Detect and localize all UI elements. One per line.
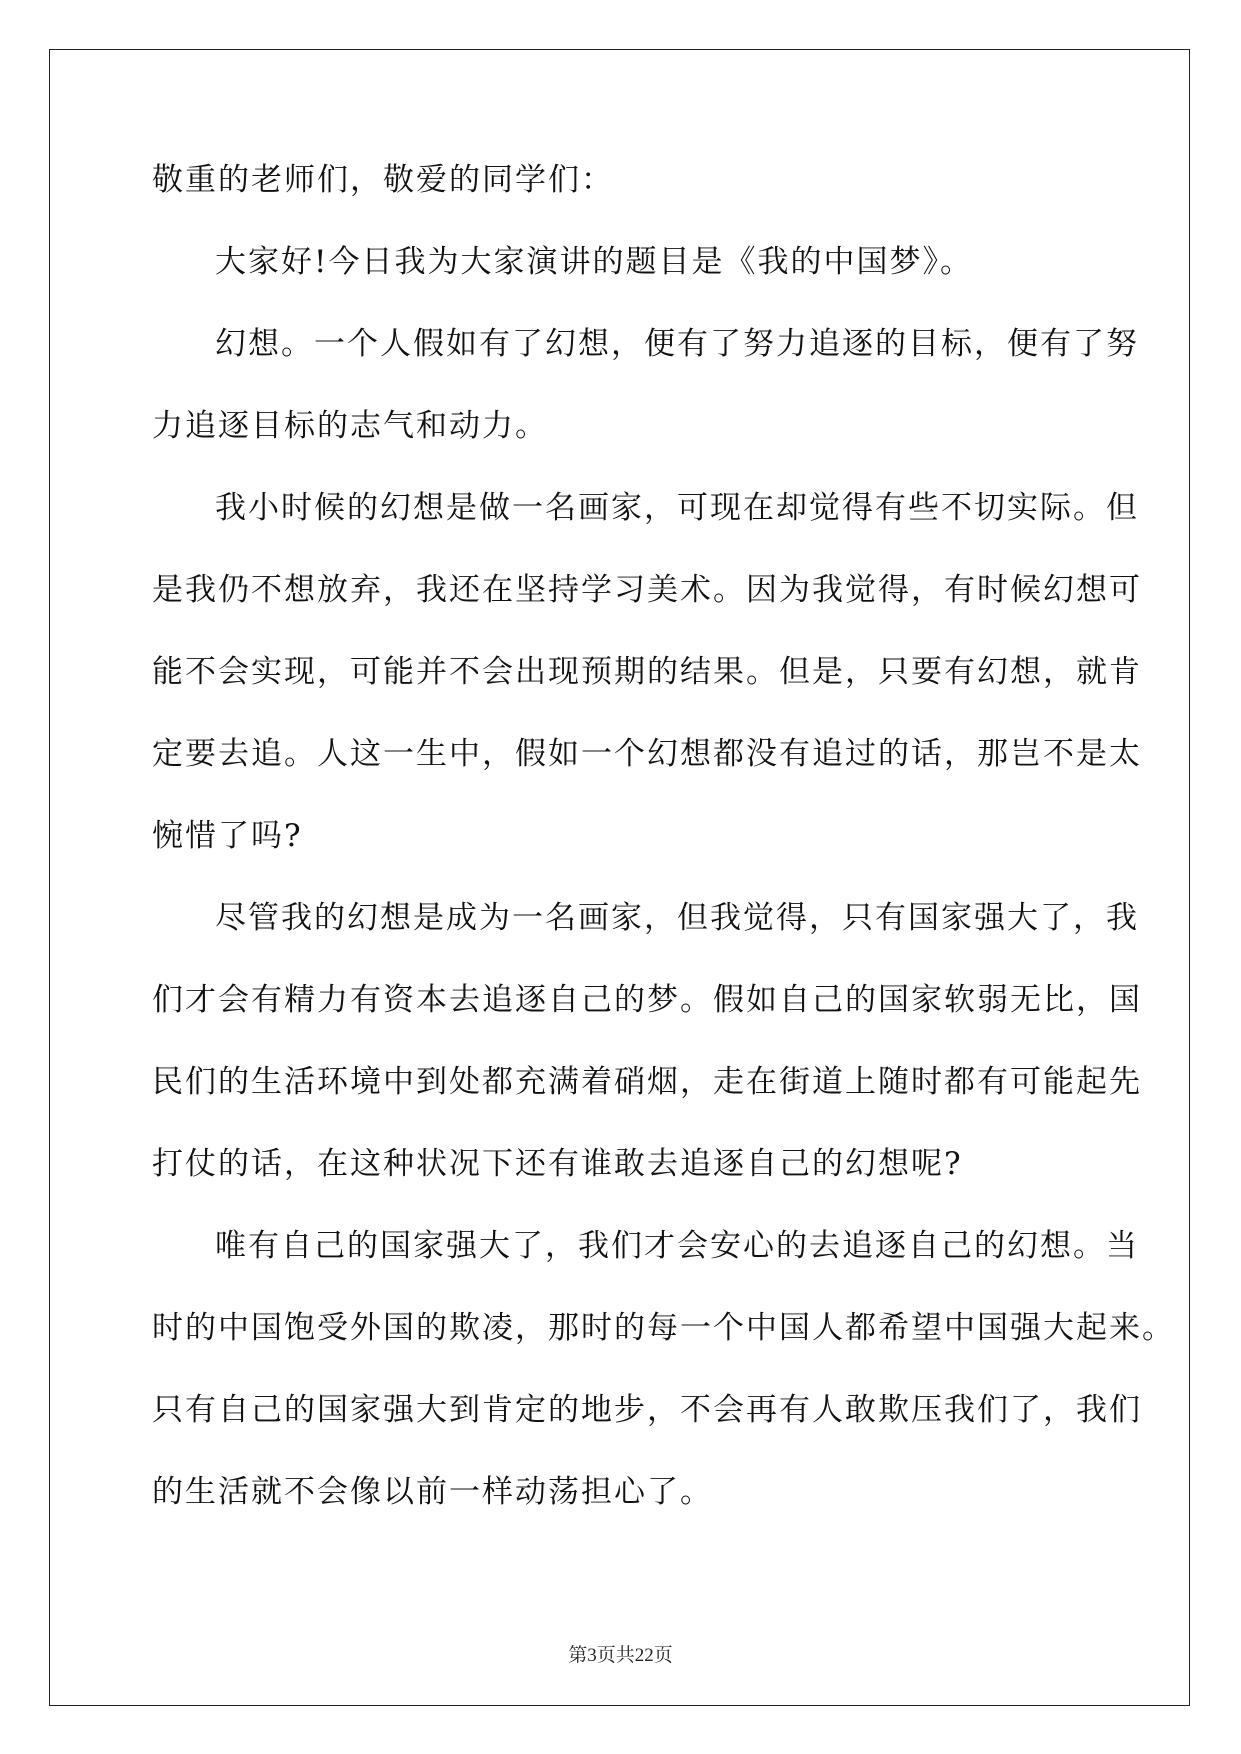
page-number: 第3页 — [568, 1645, 616, 1666]
page-total: 共22页 — [615, 1645, 673, 1666]
text-line: 唯有自己的国家强大了，我们才会安心的去追逐自己的幻想。当 — [215, 1228, 1139, 1264]
text-line: 定要去追。人这一生中，假如一个幻想都没有追过的话，那岂不是太 — [152, 736, 1142, 772]
text-line: 力追逐目标的志气和动力。 — [152, 408, 548, 444]
text-line: 只有自己的国家强大到肯定的地步，不会再有人敢欺压我们了，我们 — [152, 1392, 1142, 1428]
text-line: 大家好!今日我为大家演讲的题目是《我的中国梦》。 — [215, 244, 973, 280]
text-line: 打仗的话，在这种状况下还有谁敢去追逐自己的幻想呢? — [152, 1146, 963, 1182]
text-line: 能不会实现，可能并不会出现预期的结果。但是，只要有幻想，就肯 — [152, 654, 1142, 690]
text-line: 是我仍不想放弃，我还在坚持学习美术。因为我觉得，有时候幻想可 — [152, 572, 1142, 608]
salutation-line: 敬重的老师们，敬爱的同学们： — [152, 162, 614, 198]
text-line: 的生活就不会像以前一样动荡担心了。 — [152, 1474, 713, 1510]
text-line: 尽管我的幻想是成为一名画家，但我觉得，只有国家强大了，我 — [215, 900, 1139, 936]
text-line: 民们的生活环境中到处都充满着硝烟，走在街道上随时都有可能起先 — [152, 1064, 1142, 1100]
document-body — [152, 162, 1175, 1557]
text-line: 惋惜了吗? — [152, 818, 303, 854]
text-line: 幻想。一个人假如有了幻想，便有了努力追逐的目标，便有了努 — [215, 326, 1139, 362]
page-footer — [0, 1640, 1241, 1667]
text-line: 时的中国饱受外国的欺凌，那时的每一个中国人都希望中国强大起来。 — [152, 1310, 1175, 1346]
text-line: 们才会有精力有资本去追逐自己的梦。假如自己的国家软弱无比，国 — [152, 982, 1142, 1018]
text-line: 我小时候的幻想是做一名画家，可现在却觉得有些不切实际。但 — [215, 490, 1139, 526]
